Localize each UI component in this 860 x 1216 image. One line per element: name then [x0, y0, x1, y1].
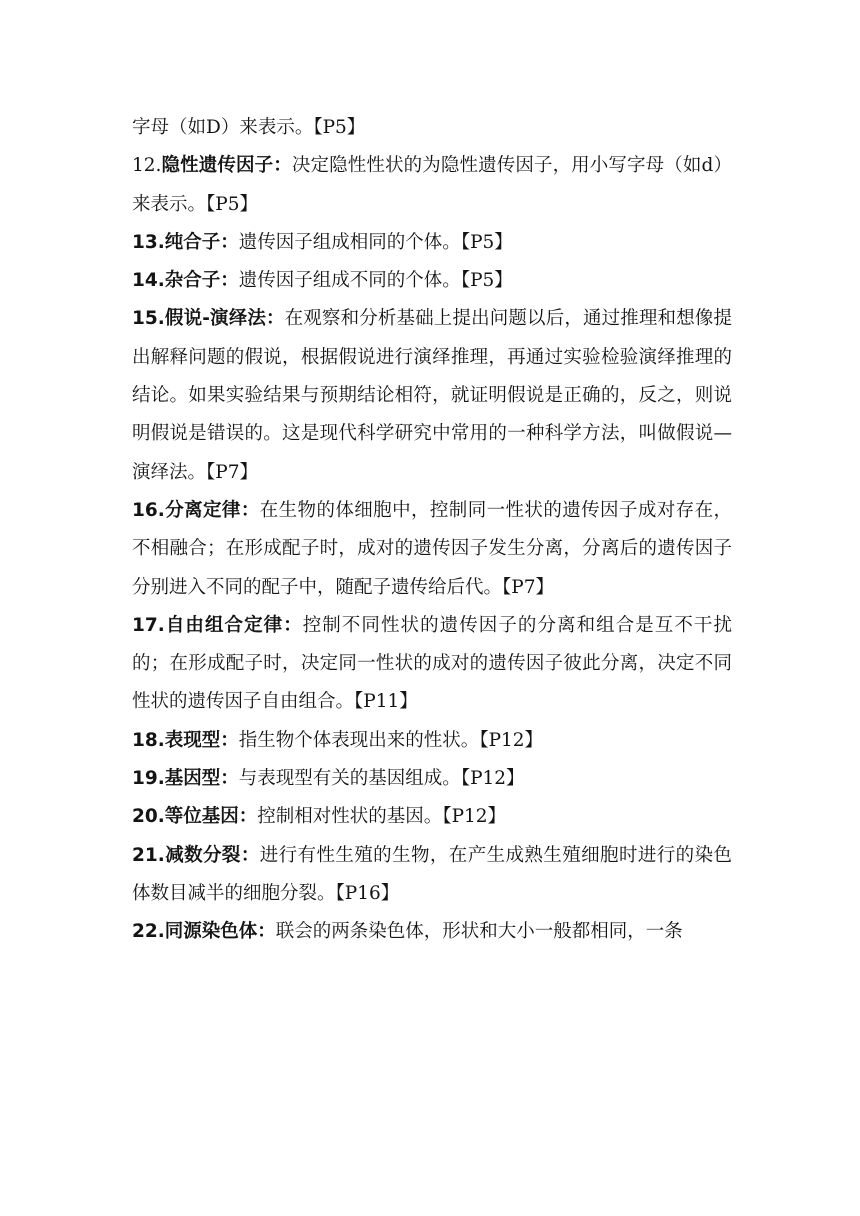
entry-term: 同源染色体： — [164, 921, 276, 943]
page-reference: 【P12】 — [460, 768, 525, 790]
entry-definition: 联会的两条染色体，形状和大小一般都相同，一条 — [275, 921, 683, 943]
entry-18 — [132, 722, 732, 760]
page-reference: 【P7】 — [206, 461, 258, 483]
entry-number: 21. — [132, 844, 165, 866]
entry-term: 隐性遗传因子： — [161, 155, 292, 177]
entry-definition: 字母（如D）来表示。 — [132, 117, 314, 138]
entry-definition: 决定隐性性状的为隐性遗传因子，用小写字母（如d）来表示。 — [132, 155, 732, 215]
page-reference: 【P5】 — [206, 193, 258, 215]
entry-term: 表现型： — [164, 729, 239, 751]
entry-number: 14. — [132, 270, 165, 292]
page-reference: 【P5】 — [460, 270, 513, 292]
entry-definition: 遗传因子组成不同的个体。 — [238, 270, 461, 292]
entry-19 — [132, 760, 732, 798]
page-reference: 【P12】 — [442, 806, 507, 828]
page-reference: 【P7】 — [502, 576, 554, 598]
entry-12 — [132, 147, 732, 224]
page-reference: 【P5】 — [313, 117, 366, 138]
entry-definition: 在观察和分析基础上提出问题以后，通过推理和想像提出解释问题的假说，根据假说进行演绎推理，再通过实验检验演绎推理的结论。如果实验结果与预期结论相符，就证明假说是正确的，反之，则说明假说是错误的。这是现代科学研究中常用的一种科学方法，叫做假说—演绎法。 — [132, 308, 732, 483]
entry-number: 12. — [132, 155, 162, 177]
entry-term: 等位基因： — [164, 806, 258, 828]
entry-number: 19. — [132, 768, 165, 790]
entry-definition: 指生物个体表现出来的性状。 — [238, 729, 480, 751]
entry-17 — [132, 607, 732, 722]
entry-definition: 遗传因子组成相同的个体。 — [238, 231, 461, 253]
entry-definition: 进行有性生殖的生物，在产生成熟生殖细胞时进行的染色体数目减半的细胞分裂。 — [132, 844, 732, 904]
entry-definition: 控制不同性状的遗传因子的分离和组合是互不干扰的；在形成配子时，决定同一性状的成对的遗传因子彼此分离，决定不同性状的遗传因子自由组合。 — [132, 614, 732, 713]
entry-15 — [132, 300, 732, 491]
entry-term: 分离定律： — [164, 499, 260, 521]
page-reference: 【P12】 — [479, 729, 544, 751]
page-reference: 【P5】 — [460, 231, 513, 253]
entry-definition: 与表现型有关的基因组成。 — [238, 768, 461, 790]
entry-term: 基因型： — [164, 768, 239, 790]
entry-number: 15. — [132, 308, 165, 330]
entry-definition: 控制相对性状的基因。 — [257, 806, 443, 828]
page-reference: 【P16】 — [335, 882, 400, 904]
entry-14 — [132, 262, 732, 300]
document-page — [132, 109, 732, 952]
entry-number: 17. — [132, 614, 165, 636]
entry-22 — [132, 913, 732, 951]
entry-term: 杂合子： — [164, 270, 239, 292]
entry-number: 18. — [132, 729, 165, 751]
entry-11-continuation — [132, 109, 732, 147]
entry-number: 16. — [132, 499, 165, 521]
entry-13 — [132, 224, 732, 262]
entry-16 — [132, 492, 732, 607]
page-reference: 【P11】 — [354, 691, 418, 713]
entry-term: 假说-演绎法： — [164, 308, 285, 330]
entry-definition: 在生物的体细胞中，控制同一性状的遗传因子成对存在，不相融合；在形成配子时，成对的遗传因子发生分离，分离后的遗传因子分别进入不同的配子中，随配子遗传给后代。 — [132, 499, 732, 598]
entry-number: 20. — [132, 806, 165, 828]
entry-20 — [132, 798, 732, 836]
entry-term: 纯合子： — [164, 231, 239, 253]
entry-number: 22. — [132, 921, 165, 943]
entry-21 — [132, 837, 732, 914]
entry-number: 13. — [132, 231, 165, 253]
entry-term: 自由组合定律： — [164, 614, 303, 636]
entry-term: 减数分裂： — [164, 844, 260, 866]
